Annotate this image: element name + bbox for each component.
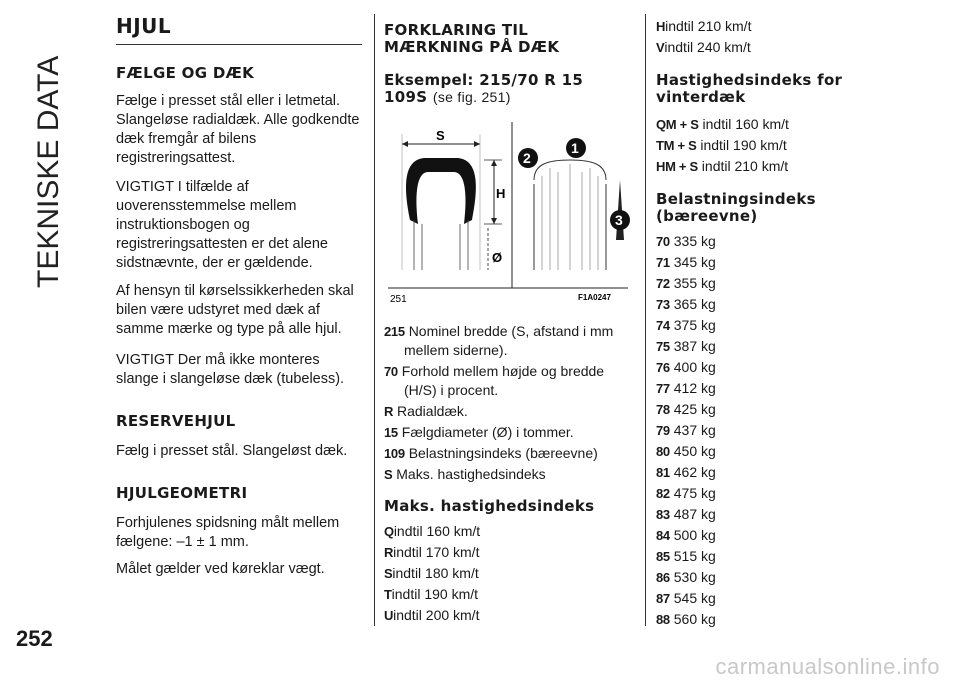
winter-speed-row: QM + S indtil 160 km/t xyxy=(656,116,789,132)
callout-3: 3 xyxy=(615,212,623,228)
load-index-row: 85 515 kg xyxy=(656,548,716,564)
page-title: HJUL xyxy=(116,0,362,45)
column-divider xyxy=(645,14,646,626)
heading-load-index-line2: (bæreevne) xyxy=(656,207,758,225)
heading-tyre-marking-line1: FORKLARING TIL xyxy=(384,21,529,39)
heading-spare-wheel: RESERVEHJUL xyxy=(116,412,236,430)
label-height-h: H xyxy=(496,186,506,201)
legend-item: 109 Belastningsindeks (bæreevne) xyxy=(384,445,598,461)
speed-index-row: Rindtil 170 km/t xyxy=(384,544,480,560)
example-heading xyxy=(384,72,632,106)
legend-item: S Maks. hastighedsindeks xyxy=(384,466,546,482)
load-index-row: 79 437 kg xyxy=(656,422,716,438)
speed-index-list xyxy=(384,521,632,626)
geometry-paragraph: Forhjulenes spidsning målt mellem fælgene: –1 ± 1 mm. xyxy=(116,515,340,550)
legend-item: 70 Forhold mellem højde og bredde (H/S) i procent. xyxy=(384,363,605,398)
example-label: Eksempel: 215/70 R 15 xyxy=(384,71,584,89)
speed-index-row: Qindtil 160 km/t xyxy=(384,523,481,539)
rims-important-note: VIGTIGT I tilfælde af uoverensstemmelse mellem instruktionsbogen og registreringsattesten er det alene sidstnævnte, der er gældende. xyxy=(116,179,328,271)
legend-item: 15 Fælgdiameter (Ø) i tommer. xyxy=(384,424,574,440)
load-index-row: 77 412 kg xyxy=(656,380,716,396)
heading-wheel-geometry: HJULGEOMETRI xyxy=(116,484,248,502)
column-divider xyxy=(374,14,375,626)
figure-reference: (se fig. 251) xyxy=(432,89,511,105)
winter-speed-row: HM + S indtil 210 km/t xyxy=(656,158,789,174)
example-code: 109S xyxy=(384,88,428,106)
load-index-list xyxy=(656,231,896,630)
load-index-row: 74 375 kg xyxy=(656,317,716,333)
speed-index-row: Vindtil 240 km/t xyxy=(656,39,751,55)
column-wheels xyxy=(116,0,362,579)
load-index-row: 78 425 kg xyxy=(656,401,716,417)
spare-paragraph: Fælg i presset stål. Slangeløst dæk. xyxy=(116,443,348,459)
heading-max-speed: Maks. hastighedsindeks xyxy=(384,497,595,515)
label-width-s: S xyxy=(436,128,445,143)
column-indices xyxy=(656,16,896,630)
page-number: 252 xyxy=(16,626,53,651)
load-index-row: 88 560 kg xyxy=(656,611,716,627)
speed-index-row: Tindtil 190 km/t xyxy=(384,586,479,602)
callout-2: 2 xyxy=(523,150,531,166)
side-section-title-text: TEKNISKE DATA xyxy=(32,55,65,288)
winter-speed-list xyxy=(656,114,896,177)
load-index-row: 75 387 kg xyxy=(656,338,716,354)
geometry-note: Målet gælder ved køreklar vægt. xyxy=(116,561,325,577)
figure-number: 251 xyxy=(390,294,407,305)
tyre-figure xyxy=(384,120,632,306)
legend-item: R Radialdæk. xyxy=(384,403,468,419)
heading-winter-speed xyxy=(656,72,896,106)
side-section-title xyxy=(16,10,70,300)
watermark[interactable]: carmanualsonline.info xyxy=(715,654,940,679)
load-index-row: 84 500 kg xyxy=(656,527,716,543)
load-index-row: 86 530 kg xyxy=(656,569,716,585)
heading-winter-speed-line2: vinterdæk xyxy=(656,88,746,106)
heading-load-index xyxy=(656,191,896,225)
callout-1: 1 xyxy=(571,140,579,156)
heading-tyre-marking-line2: MÆRKNING PÅ DÆK xyxy=(384,38,560,56)
legend-item: 215 Nominel bredde (S, afstand i mm mellem siderne). xyxy=(384,323,614,358)
heading-rims-tyres: FÆLGE OG DÆK xyxy=(116,64,255,82)
load-index-row: 76 400 kg xyxy=(656,359,716,375)
tyre-marking-legend xyxy=(384,322,632,626)
label-diameter: Ø xyxy=(492,250,503,265)
winter-speed-row: TM + S indtil 190 km/t xyxy=(656,137,787,153)
speed-index-row: Uindtil 200 km/t xyxy=(384,607,480,623)
rims-safety-paragraph: Af hensyn til kørselssikkerheden skal bilen være udstyret med dæk af samme mærke og type på alle hjul. xyxy=(116,283,354,337)
load-index-row: 72 355 kg xyxy=(656,275,716,291)
figure-code: F1A0247 xyxy=(578,293,611,302)
load-index-row: 87 545 kg xyxy=(656,590,716,606)
speed-index-row: Sindtil 180 km/t xyxy=(384,565,479,581)
heading-tyre-marking xyxy=(384,22,632,56)
load-index-row: 82 475 kg xyxy=(656,485,716,501)
load-index-row: 70 335 kg xyxy=(656,233,716,249)
rims-paragraph: Fælge i presset stål eller i letmetal. Slangeløse radialdæk. Alle godkendte dæk fremgår af bilens registreringsattest. xyxy=(116,93,360,166)
load-index-row: 73 365 kg xyxy=(656,296,716,312)
load-index-row: 71 345 kg xyxy=(656,254,716,270)
heading-winter-speed-line1: Hastighedsindeks for xyxy=(656,71,843,89)
load-index-row: 80 450 kg xyxy=(656,443,716,459)
load-index-row: 83 487 kg xyxy=(656,506,716,522)
speed-index-row: Hindtil 210 km/t xyxy=(656,18,752,34)
tubeless-note: VIGTIGT Der må ikke monteres slange i slangeløse dæk (tubeless). xyxy=(116,352,345,387)
column-tyre-marking xyxy=(384,0,632,106)
heading-load-index-line1: Belastningsindeks xyxy=(656,190,816,208)
load-index-row: 81 462 kg xyxy=(656,464,716,480)
